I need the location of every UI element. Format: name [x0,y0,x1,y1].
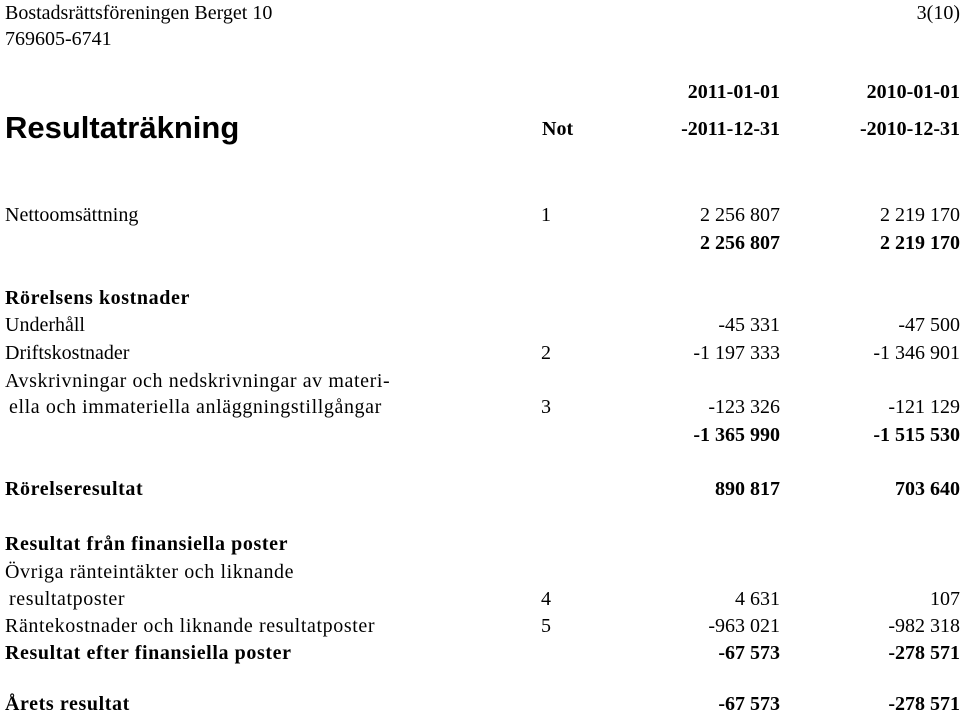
subtotal-2011: 2 256 807 [700,232,780,254]
row-label-resultat-efter-finansiella: Resultat efter finansiella poster [5,642,292,664]
value-2010: 703 640 [895,478,960,500]
subtotal-2010: 2 219 170 [880,232,960,254]
page-number: 3(10) [916,2,960,24]
value-2010: -1 346 901 [873,342,960,364]
note-ref: 4 [541,588,551,610]
col1-from-date: 2011-01-01 [687,81,780,103]
row-label-rorelseresultat: Rörelseresultat [5,478,144,500]
row-label-ranteintakter-line2: resultatposter [9,588,126,610]
value-2011: -963 021 [708,615,780,637]
subtotal-2010: -1 515 530 [873,424,960,446]
row-label-underhall: Underhåll [5,314,85,336]
value-2011: -67 573 [718,642,780,664]
col2-to-date: -2010-12-31 [860,118,960,140]
value-2010: -278 571 [888,642,960,664]
col2-from-date: 2010-01-01 [866,81,960,103]
row-label-driftskostnader: Driftskostnader [5,342,130,364]
value-2011: -1 197 333 [693,342,780,364]
org-name: Bostadsrättsföreningen Berget 10 [5,2,273,24]
page-title: Resultaträkning [5,110,240,145]
value-2011: 2 256 807 [700,204,780,226]
value-2011: 890 817 [715,478,780,500]
note-column-header: Not [542,118,574,140]
value-2010: 107 [930,588,960,610]
value-2010: -982 318 [888,615,960,637]
value-2010: -47 500 [898,314,960,336]
note-ref: 5 [541,615,551,637]
value-2011: -123 326 [708,396,780,418]
col1-to-date: -2011-12-31 [681,118,780,140]
row-label-nettoomsattning: Nettoomsättning [5,204,139,226]
value-2010: 2 219 170 [880,204,960,226]
note-ref: 2 [541,342,551,364]
value-2010: -121 129 [888,396,960,418]
row-label-arets-resultat: Årets resultat [5,693,130,715]
note-ref: 1 [541,204,551,226]
value-2011: -67 573 [718,693,780,715]
section-heading-finansiella-poster: Resultat från finansiella poster [5,533,289,555]
section-heading-rorelsens-kostnader: Rörelsens kostnader [5,287,190,309]
org-number: 769605-6741 [5,28,112,50]
value-2010: -278 571 [888,693,960,715]
note-ref: 3 [541,396,551,418]
row-label-avskrivningar-line2: ella och immateriella anläggningstillgångar [9,396,382,418]
row-label-rantekostnader: Räntekostnader och liknande resultatposter [5,615,376,637]
value-2011: 4 631 [735,588,780,610]
row-label-avskrivningar-line1: Avskrivningar och nedskrivningar av materi- [5,370,391,392]
row-label-ranteintakter-line1: Övriga ränteintäkter och liknande [5,561,295,583]
value-2011: -45 331 [718,314,780,336]
subtotal-2011: -1 365 990 [693,424,780,446]
